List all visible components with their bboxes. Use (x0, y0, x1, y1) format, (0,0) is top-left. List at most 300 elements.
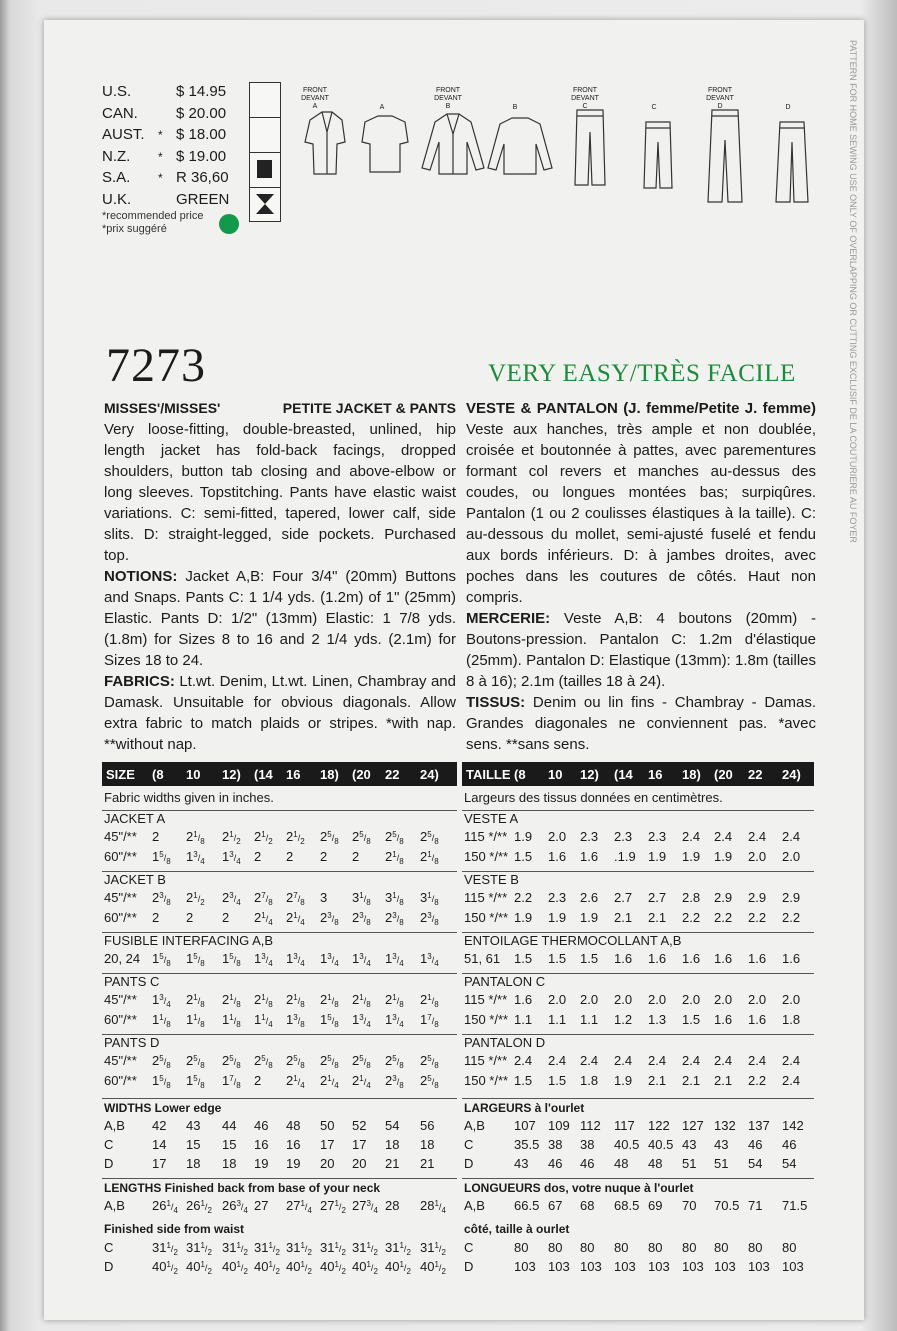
size-header-cell: TAILLE (466, 767, 511, 782)
french-description: VESTE & PANTALON (J. femme/Petite J. femme) Veste aux hanches, très ample et non doublée, croisée et boutonnée à pattes, avec parementures formant col revers et manches au-dessus des coudes, ou longues montées bas; surpiqûres. Pantalon (1 ou 2 coulisses élastiques à la taille). C: au-dessous du mollet, semi-ajusté fuselé et fendu aux bords inférieurs. D: à jambes droites, avec poches dans les coutures de côtés. Haut non compris. MERCERIE: Veste A,B: 4 boutons (20mm) - Boutons-pression. Pantalon C: 1.2m d'élastique (25mm). Pantalon D: Elastique (13mm): 1.8m (tailles 8 à 16); 2.1m (tailles 18 à 24). TISSUS: Denim ou lin fins - Chambray - Damas. Grandes diagonales ne conviennent pas. *avec sens. **sans sens. (466, 400, 816, 753)
measure-value: 18 (420, 1137, 435, 1152)
measure-value: $27^3/_4$ (352, 1198, 378, 1215)
size-header-bar (102, 762, 457, 786)
measure-value: 21 (420, 1156, 435, 1171)
measure-value: 40.5 (648, 1137, 674, 1152)
price-price: $ 20.00 (176, 104, 227, 122)
size-header-cell: 22 (385, 767, 400, 782)
yardage-value: $2^3/_4$ (222, 890, 241, 907)
widths-title: LARGEURS à l'ourlet (464, 1101, 585, 1115)
english-description (104, 398, 456, 755)
measure-value: $40^1/_2$ (320, 1259, 346, 1276)
yardage-value: 2.7 (648, 890, 667, 905)
hourglass-icon (250, 188, 280, 220)
size-header-cell: 16 (286, 767, 301, 782)
yardage-value: 2.9 (748, 890, 767, 905)
fabric-width-label: 20, 24 (104, 951, 141, 966)
section-title: PANTALON D (464, 1035, 546, 1050)
tissus-paragraph: TISSUS: Denim ou lin fins - Chambray - Damas. Grandes diagonales ne conviennent pas. *avec sens. **sans sens. (466, 694, 816, 753)
yardage-value: $3^1/_8$ (385, 890, 404, 907)
fabric-width-label: 150 */** (464, 1073, 509, 1088)
measure-value: 38 (580, 1137, 595, 1152)
price-price: $ 18.00 (176, 126, 227, 143)
yardage-value: 1.8 (580, 1073, 599, 1088)
yardage-value: $2^3/_8$ (152, 890, 171, 907)
yardage-value: 2.0 (748, 992, 767, 1007)
measure-value: 70 (682, 1198, 697, 1213)
fabric-width-label: 60"/** (104, 1073, 137, 1088)
measure-value: 27 (254, 1198, 269, 1213)
yardage-value: 1.6 (614, 951, 633, 966)
yardage-value: 2.2 (782, 910, 801, 925)
fabric-width-label: 150 */** (464, 910, 509, 925)
measure-value: 48 (286, 1118, 301, 1133)
difficulty-label: VERY EASY/TRÈS FACILE (488, 360, 796, 387)
view-line-drawings (290, 80, 830, 210)
size-header-cell: 10 (548, 767, 563, 782)
yardage-value: $1^1/_8$ (152, 1012, 171, 1029)
lengths-title: LENGTHS Finished back from base of your neck (104, 1181, 381, 1195)
yardage-value: 1.9 (714, 849, 733, 864)
measure-value: 80 (748, 1240, 763, 1255)
view-letter: A,B (464, 1198, 485, 1213)
measure-value: $26^1/_2$ (186, 1198, 212, 1215)
measure-value: 18 (385, 1137, 400, 1152)
view-label-letter: A (379, 104, 385, 111)
yardage-value: $2^1/_8$ (320, 992, 339, 1009)
yardage-value: $1^1/_4$ (254, 1012, 273, 1029)
yardage-value: $1^3/_4$ (420, 951, 439, 968)
view-label-letter: A (312, 103, 318, 110)
yardage-value: 1.6 (782, 951, 801, 966)
price-price: $ 19.00 (176, 147, 227, 165)
measure-value: 18 (222, 1156, 237, 1171)
yardage-value: 1.6 (748, 951, 767, 966)
view-label (634, 104, 674, 112)
yardage-value: $2^1/_4$ (320, 1073, 339, 1090)
measure-value: 43 (682, 1137, 697, 1152)
measure-value: 46 (580, 1156, 595, 1171)
measure-value: 51 (714, 1156, 729, 1171)
yardage-value: 2.0 (614, 992, 633, 1007)
yardage-value: 2.0 (748, 849, 767, 864)
section-title: JACKET A (104, 811, 166, 826)
measure-value: 48 (648, 1156, 663, 1171)
view-label (295, 87, 335, 111)
yardage-value: $2^3/_8$ (385, 910, 404, 927)
view-label-letter: B (445, 103, 451, 110)
french-title: VESTE & PANTALON (J. femme/Petite J. femme) (466, 400, 816, 417)
yardage-value: 1.6 (648, 951, 667, 966)
yardage-value: 2.1 (648, 1073, 667, 1088)
side-length-title: Finished side from waist (104, 1222, 245, 1236)
yardage-value: $1^3/_4$ (352, 1012, 371, 1029)
yardage-value: 2.2 (748, 910, 767, 925)
measure-value: $40^1/_2$ (352, 1259, 378, 1276)
view-label-letter: B (512, 104, 518, 111)
measure-value: 80 (782, 1240, 797, 1255)
measure-value: 132 (714, 1118, 736, 1133)
yardage-value: 2.1 (714, 1073, 733, 1088)
yardage-value: $2^1/_8$ (352, 992, 371, 1009)
fabric-width-note: Fabric widths given in inches. (104, 790, 274, 805)
view-label (362, 104, 402, 112)
yardage-value: 1.5 (514, 951, 533, 966)
measure-value: 51 (682, 1156, 697, 1171)
size-header-cell: 10 (186, 767, 201, 782)
measure-value: 17 (320, 1137, 335, 1152)
measure-value: $40^1/_2$ (186, 1259, 212, 1276)
measure-value: 35.5 (514, 1137, 540, 1152)
view-letter: D (104, 1259, 114, 1274)
measure-value: $31^1/_2$ (254, 1240, 280, 1257)
measure-value: $31^1/_2$ (385, 1240, 411, 1257)
fabrics-paragraph: FABRICS: Lt.wt. Denim, Lt.wt. Linen, Chambray and Damask. Unsuitable for obvious diagonals. Allow extra fabric to match plaids or stripes. *with nap. **without nap. (104, 673, 456, 753)
measure-value: 15 (186, 1137, 201, 1152)
measure-value: 103 (648, 1259, 670, 1274)
yardage-value: $1^5/_8$ (186, 951, 205, 968)
yardage-value: $1^5/_8$ (152, 951, 171, 968)
yardage-value: 2.4 (748, 829, 767, 844)
yardage-value: 1.9 (580, 910, 599, 925)
measure-value: $31^1/_2$ (222, 1240, 248, 1257)
green-dot-icon (219, 214, 239, 234)
yardage-value: 2 (320, 849, 328, 864)
yardage-value: $2^1/_2$ (186, 890, 205, 907)
price-star: * (158, 171, 163, 185)
measure-value: 68 (580, 1198, 595, 1213)
yardage-value: 2.7 (614, 890, 633, 905)
measure-value: 122 (648, 1118, 670, 1133)
yardage-value: $2^5/_8$ (286, 1053, 305, 1070)
fabric-width-label: 60"/** (104, 1012, 137, 1027)
pattern-number: 7273 (106, 339, 206, 392)
yardage-value: $1^7/_8$ (420, 1012, 439, 1029)
measure-value: 103 (580, 1259, 602, 1274)
yardage-value: 1.9 (548, 910, 567, 925)
price-country: U.K. (102, 190, 132, 208)
yardage-value: 2.3 (648, 829, 667, 844)
measure-value: 69 (648, 1198, 663, 1213)
yardage-value: $2^5/_8$ (420, 1053, 439, 1070)
measure-value: 50 (320, 1118, 335, 1133)
yardage-value: 2.2 (514, 890, 533, 905)
measure-value: 46 (548, 1156, 563, 1171)
measure-value: 48 (614, 1156, 629, 1171)
measure-value: 80 (648, 1240, 663, 1255)
measure-value: 54 (385, 1118, 400, 1133)
section-rule (462, 1098, 814, 1099)
size-header-cell: 24) (782, 767, 801, 782)
measure-value: $31^1/_2$ (352, 1240, 378, 1257)
yardage-value: $1^3/_4$ (186, 849, 205, 866)
measure-value: 16 (286, 1137, 301, 1152)
yardage-value: 1.1 (548, 1012, 567, 1027)
spine-text: PATTERN FOR HOME SEWING USE ONLY OF OVERLAPPING OR CUTTING EXCLUSIF DE LA COUTURIERE AU FOYER (848, 40, 858, 543)
yardage-value: $2^1/_2$ (254, 829, 273, 846)
fabric-width-label: 60"/** (104, 910, 137, 925)
yardage-value: 2.3 (548, 890, 567, 905)
yardage-value: 1.9 (514, 910, 533, 925)
yardage-value: 2 (152, 829, 160, 844)
measure-value: 20 (320, 1156, 335, 1171)
yardage-value: 1.6 (682, 951, 701, 966)
yardage-value: $1^3/_8$ (286, 1012, 305, 1029)
measure-value: 107 (514, 1118, 536, 1133)
measure-value: 42 (152, 1118, 167, 1133)
yardage-value: 1.9 (514, 829, 533, 844)
yardage-value: $2^5/_8$ (385, 1053, 404, 1070)
measure-value: 52 (352, 1118, 367, 1133)
yardage-value: $2^5/_8$ (352, 829, 371, 846)
yardage-value: 2.0 (648, 992, 667, 1007)
measure-value: 21 (385, 1156, 400, 1171)
measure-value: 14 (152, 1137, 167, 1152)
measure-value: 66.5 (514, 1198, 540, 1213)
fabric-width-label: 45"/** (104, 1053, 137, 1068)
yardage-value: $2^1/_2$ (286, 829, 305, 846)
measure-value: 54 (782, 1156, 797, 1171)
widths-title: WIDTHS Lower edge (104, 1101, 222, 1115)
measure-value: 28 (385, 1198, 400, 1213)
yardage-value: $2^1/_8$ (385, 849, 404, 866)
yardage-value: 2.4 (682, 829, 701, 844)
measure-value: 80 (548, 1240, 563, 1255)
yardage-value: $2^7/_8$ (254, 890, 273, 907)
yardage-value: 2.0 (714, 992, 733, 1007)
yardage-value: $3^1/_8$ (352, 890, 371, 907)
measure-value: $31^1/_2$ (286, 1240, 312, 1257)
size-header-cell: (14 (614, 767, 633, 782)
measure-value: 80 (682, 1240, 697, 1255)
yardage-value: $2^5/_8$ (254, 1053, 273, 1070)
yardage-value: 2.4 (614, 1053, 633, 1068)
yardage-value: 2.4 (580, 1053, 599, 1068)
yardage-value: 2.4 (782, 829, 801, 844)
yardage-value: 1.9 (614, 1073, 633, 1088)
yardage-value: $2^5/_8$ (186, 1053, 205, 1070)
yardage-value: 2 (254, 849, 262, 864)
view-letter: A,B (464, 1118, 485, 1133)
measure-value: $27^1/_2$ (320, 1198, 346, 1215)
yardage-value: 1.6 (714, 951, 733, 966)
fabric-width-label: 45"/** (104, 829, 137, 844)
fabric-width-label: 60"/** (104, 849, 137, 864)
view-label-letter: D (785, 104, 791, 111)
measure-value: 43 (186, 1118, 201, 1133)
yardage-value: $1^3/_4$ (385, 1012, 404, 1029)
measure-value: 117 (614, 1118, 635, 1133)
view-letter: D (104, 1156, 114, 1171)
measure-value: 19 (254, 1156, 269, 1171)
measure-value: $40^1/_2$ (222, 1259, 248, 1276)
yardage-value: $2^1/_8$ (420, 849, 439, 866)
yardage-value: 1.9 (682, 849, 701, 864)
yardage-value: $2^1/_4$ (352, 1073, 371, 1090)
measure-value: 20 (352, 1156, 367, 1171)
yardage-value: 2.4 (782, 1073, 801, 1088)
measure-value: 15 (222, 1137, 237, 1152)
price-price: $ 14.95 (176, 83, 227, 100)
measure-value: 103 (548, 1259, 570, 1274)
view-label-mid: DEVANT (301, 95, 329, 102)
yardage-value: 2.1 (614, 910, 633, 925)
yardage-value: $2^1/_4$ (286, 1073, 305, 1090)
mercerie-paragraph: MERCERIE: Veste A,B: 4 boutons (20mm) - Boutons-pression. Pantalon C: 1.2m d'élastique (25mm). Pantalon D: Elastique (13mm): 1.8m (tailles 8 à 16); 2.1m (tailles 18 à 24). (466, 610, 816, 690)
size-header-cell: 12) (580, 767, 599, 782)
view-letter: C (104, 1240, 114, 1255)
price-country: U.S. (102, 83, 132, 100)
yardage-value: $3^1/_8$ (420, 890, 439, 907)
yardage-value: $2^1/_8$ (254, 992, 273, 1009)
view-letter: C (464, 1240, 474, 1255)
yardage-value: $2^5/_8$ (152, 1053, 171, 1070)
yardage-value: 2.1 (648, 910, 667, 925)
measure-value: $26^1/_4$ (152, 1198, 178, 1215)
yardage-value: 1.5 (580, 951, 599, 966)
yardage-value: $1^3/_4$ (320, 951, 339, 968)
section-rule (102, 1178, 457, 1179)
english-body: Very loose-fitting, double-breasted, unlined, hip length jacket has fold-back facings, dropped shoulders, button tab closing and above-elbow or long sleeves. Topstitching. Pants have elastic waist variations. C: semi-fitted, tapered, lower calf, side slits. D: straight-legged, side pockets. Purchased top. (104, 421, 456, 564)
yardage-value: $1^3/_4$ (286, 951, 305, 968)
section-title: VESTE A (464, 811, 519, 826)
yardage-value: 1.6 (548, 849, 567, 864)
measure-value: $40^1/_2$ (152, 1259, 178, 1276)
yardage-value: $1^7/_8$ (222, 1073, 241, 1090)
side-length-title: côté, taille à ourlet (464, 1222, 570, 1236)
view-label-mid: DEVANT (706, 95, 734, 102)
yardage-value: $1^3/_4$ (352, 951, 371, 968)
yardage-value: 2.4 (714, 829, 733, 844)
size-header-cell: 18) (320, 767, 339, 782)
yardage-value: $2^5/_8$ (420, 1073, 439, 1090)
measure-value: 44 (222, 1118, 237, 1133)
yardage-value: $2^1/_8$ (385, 992, 404, 1009)
yardage-value: 2 (254, 1073, 262, 1088)
yardage-value: 1.9 (648, 849, 667, 864)
yardage-value: 2.4 (748, 1053, 767, 1068)
size-header-cell: 22 (748, 767, 763, 782)
size-header-cell: (8 (514, 767, 526, 782)
price-country: CAN. (102, 104, 138, 122)
section-rule (102, 1098, 457, 1099)
view-label-top: FRONT (302, 87, 328, 94)
size-header-bar (462, 762, 814, 786)
fabric-width-note: Largeurs des tissus données en centimètres. (464, 790, 723, 805)
view-letter: A,B (104, 1198, 125, 1213)
measure-value: 46 (748, 1137, 763, 1152)
yardage-value: $2^1/_8$ (186, 992, 205, 1009)
measure-value: 103 (682, 1259, 704, 1274)
pattern-title: PETITE JACKET & PANTS (282, 400, 456, 416)
yardage-value: 2 (186, 910, 194, 925)
yardage-value: $2^3/_8$ (352, 910, 371, 927)
price-star: * (158, 149, 163, 164)
yardage-value: $1^3/_4$ (222, 849, 241, 866)
yardage-value: $2^5/_8$ (320, 829, 339, 846)
view-label-top: FRONT (707, 87, 733, 94)
yardage-value: $1^1/_8$ (222, 1012, 241, 1029)
yardage-value: 1.5 (682, 1012, 701, 1027)
notions-paragraph: NOTIONS: Jacket A,B: Four 3/4" (20mm) Buttons and Snaps. Pants C: 1 1/4 yds. (1.2m) of 1" (25mm) Elastic. Pants D: 1/2" (13mm) Elastic: 1 7/8 yds. (1.8m) for Sizes 8 to 16 and 2 1/4 yds. (2.1m) for Sizes 18 to 24. (104, 568, 456, 669)
yardage-value: $2^5/_8$ (222, 1053, 241, 1070)
view-label-top: FRONT (435, 87, 461, 94)
yardage-value: $2^1/_8$ (420, 992, 439, 1009)
size-header-cell: (8 (152, 767, 164, 782)
price-price: GREEN (176, 190, 230, 208)
yardage-value: 2.0 (548, 829, 567, 844)
yardage-value: 2.6 (580, 890, 599, 905)
measure-value: $31^1/_2$ (320, 1240, 346, 1257)
yardage-value: $1^3/_4$ (385, 951, 404, 968)
measure-value: $27^1/_4$ (286, 1198, 312, 1215)
yardage-value: 2.2 (714, 910, 733, 925)
measure-value: $40^1/_2$ (385, 1259, 411, 1276)
yardage-value: 1.1 (580, 1012, 599, 1027)
yardage-value: $2^5/_8$ (320, 1053, 339, 1070)
view-letter: D (464, 1259, 474, 1274)
price-row (102, 126, 226, 143)
section-title: PANTALON C (464, 974, 546, 989)
view-label (428, 87, 468, 111)
measure-value: 67 (548, 1198, 563, 1213)
yardage-value: 2.4 (682, 1053, 701, 1068)
yardage-value: 2.3 (614, 829, 633, 844)
fabric-width-label: 115 */** (464, 992, 508, 1007)
measure-value: $31^1/_2$ (420, 1240, 446, 1257)
measure-value: 17 (352, 1137, 367, 1152)
view-letter: C (104, 1137, 114, 1152)
view-label-letter: C (651, 104, 657, 111)
yardage-value: 2.0 (580, 992, 599, 1007)
yardage-value: $1^5/_8$ (152, 1073, 171, 1090)
view-label-letter: C (582, 103, 588, 110)
measure-value: 38 (548, 1137, 563, 1152)
yardage-value: 2.0 (782, 849, 801, 864)
view-label (768, 104, 808, 112)
yardage-value: 2 (286, 849, 294, 864)
yardage-value: $2^3/_8$ (385, 1073, 404, 1090)
price-star: * (158, 128, 163, 142)
view-letter: D (464, 1156, 474, 1171)
yardage-value: $1^5/_8$ (320, 1012, 339, 1029)
yardage-value: 2.4 (514, 1053, 533, 1068)
measure-value: 71.5 (782, 1198, 808, 1213)
fabric-width-label: 45"/** (104, 992, 137, 1007)
price-row (102, 148, 226, 165)
yardage-value: $1^3/_4$ (254, 951, 273, 968)
size-header-cell: 16 (648, 767, 663, 782)
yardage-value: 2 (222, 910, 230, 925)
yardage-value: $1^3/_4$ (152, 992, 171, 1009)
yardage-value: 1.5 (514, 849, 533, 864)
measure-value: $40^1/_2$ (286, 1259, 312, 1276)
measure-value: 103 (514, 1259, 536, 1274)
size-header-cell: SIZE (106, 767, 135, 782)
yardage-value: $1^1/_8$ (186, 1012, 205, 1029)
measure-value: 40.5 (614, 1137, 640, 1152)
misses-label: MISSES'/MISSES' (104, 400, 221, 416)
yardage-value: 2.3 (580, 829, 599, 844)
price-price: R 36,60 (176, 169, 229, 186)
yardage-value: 1.1 (514, 1012, 533, 1027)
measure-value: 80 (580, 1240, 595, 1255)
section-title: PANTS C (104, 974, 160, 989)
yardage-value: 2.2 (748, 1073, 767, 1088)
section-title: VESTE B (464, 872, 519, 887)
yardage-value: 1.5 (514, 1073, 533, 1088)
measure-value: 43 (714, 1137, 729, 1152)
